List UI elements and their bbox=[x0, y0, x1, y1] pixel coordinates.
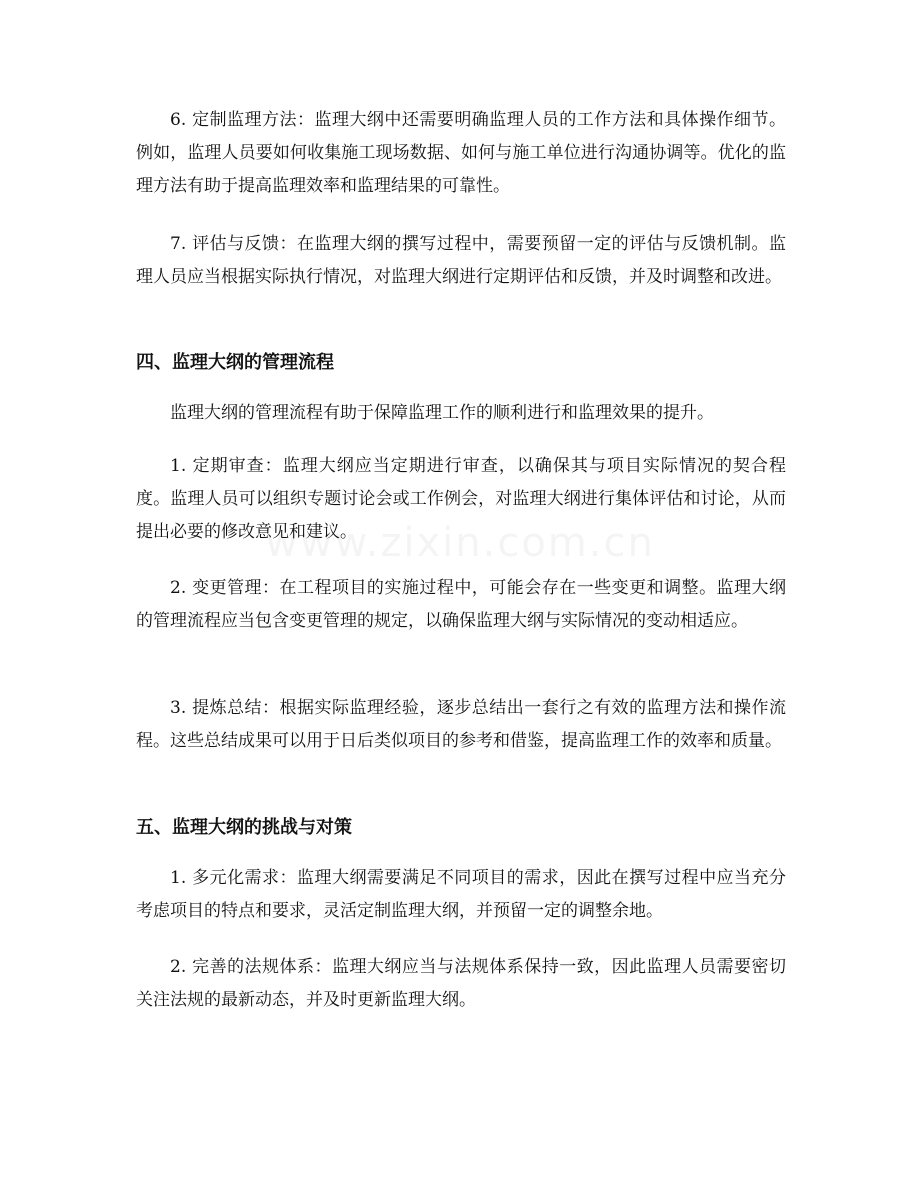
paragraph-item-6: 6. 定制监理方法：监理大纲中还需要明确监理人员的工作方法和具体操作细节。例如，监理人员要如何收集施工现场数据、如何与施工单位进行沟通协调等。优化的监理方法有助于提高监理效率和监理结果的可靠性。 bbox=[136, 110, 786, 196]
section-5-item-2: 2. 完善的法规体系：监理大纲应当与法规体系保持一致，因此监理人员需要密切关注法规的最新动态，并及时更新监理大纲。 bbox=[136, 957, 786, 1010]
section-4-heading: 四、监理大纲的管理流程 bbox=[136, 352, 334, 373]
section-5-item-1: 1. 多元化需求：监理大纲需要满足不同项目的需求，因此在撰写过程中应当充分考虑项目的特点和要求，灵活定制监理大纲，并预留一定的调整余地。 bbox=[136, 868, 786, 921]
section-4-item-1: 1. 定期审查：监理大纲应当定期进行审查，以确保其与项目实际情况的契合程度。监理人员可以组织专题讨论会或工作例会，对监理大纲进行集体评估和讨论，从而提出必要的修改意见和建议。 bbox=[136, 456, 786, 542]
section-4-item-2: 2. 变更管理：在工程项目的实施过程中，可能会存在一些变更和调整。监理大纲的管理流程应当包含变更管理的规定，以确保监理大纲与实际情况的变动相适应。 bbox=[136, 578, 786, 631]
section-4-intro: 监理大纲的管理流程有助于保障监理工作的顺利进行和监理效果的提升。 bbox=[170, 403, 714, 423]
section-4-item-3: 3. 提炼总结：根据实际监理经验，逐步总结出一套行之有效的监理方法和操作流程。这些总结成果可以用于日后类似项目的参考和借鉴，提高监理工作的效率和质量。 bbox=[136, 698, 786, 751]
paragraph-item-7: 7. 评估与反馈：在监理大纲的撰写过程中，需要预留一定的评估与反馈机制。监理人员应当根据实际执行情况，对监理大纲进行定期评估和反馈，并及时调整和改进。 bbox=[136, 234, 786, 287]
section-5-heading: 五、监理大纲的挑战与对策 bbox=[136, 817, 352, 838]
